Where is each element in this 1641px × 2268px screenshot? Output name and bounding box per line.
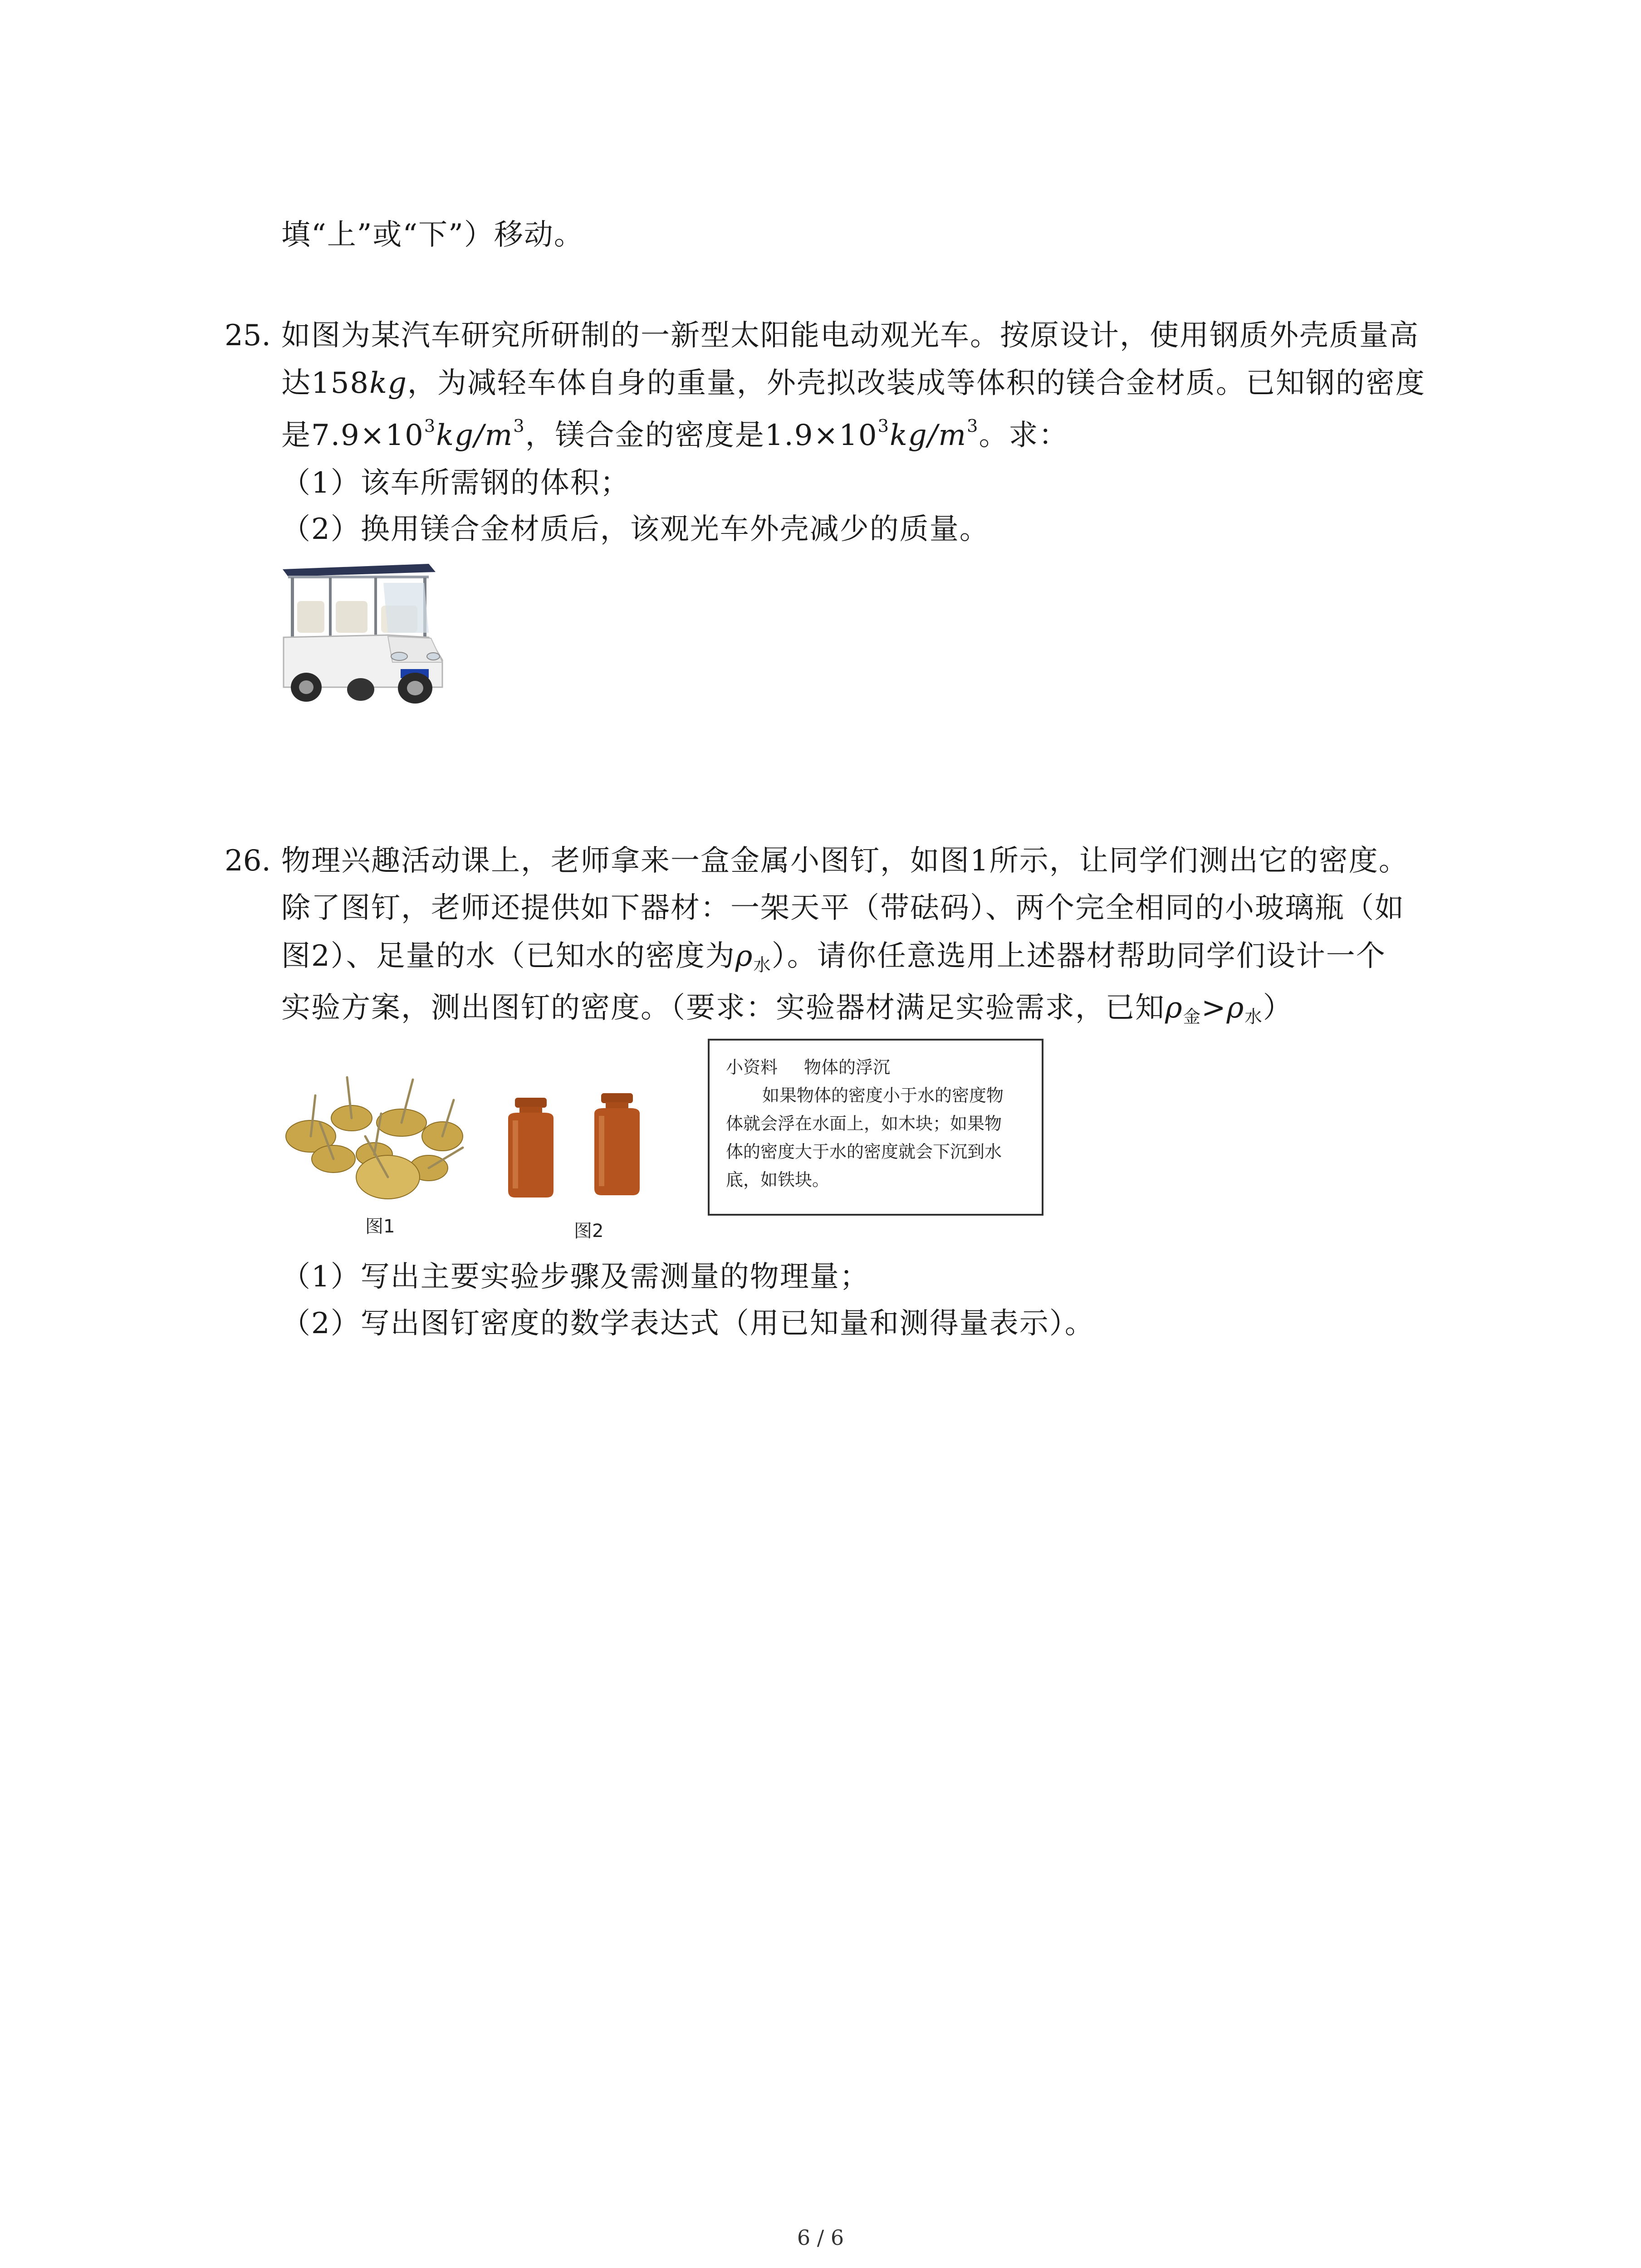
q25-line-3: 是$7.9\times 10^3kg/m^3$，镁合金的密度是$1.9\times 10^3kg/m^3$。求： <box>281 416 1069 452</box>
question-26-number: 26. <box>225 844 271 878</box>
figure-1-caption: 图1 <box>365 1216 395 1237</box>
q26-line-3: 图2）、足量的水（已知水的密度为$\rho_水$）。请你任意选用上述器材帮助同学们设计一个 <box>281 939 1386 976</box>
info-box-line-4: 底，如铁块。 <box>726 1170 830 1190</box>
info-box-floating-and-sinking <box>708 1039 1043 1216</box>
q25-subquestion-2: （2）换用镁合金材质后，该观光车外壳减少的质量。 <box>281 513 989 546</box>
question-25-number: 25. <box>225 319 271 352</box>
q26-subquestion-2: （2）写出图钉密度的数学表达式（用已知量和测得量表示）。 <box>281 1307 1095 1340</box>
thumbtacks-image <box>284 1068 467 1204</box>
info-box-line-2: 体就会浮在水面上，如木块；如果物 <box>726 1114 1002 1134</box>
info-box-title: 小资料 <box>726 1057 778 1077</box>
q25-line-1: 如图为某汽车研究所研制的一新型太阳能电动观光车。按原设计，使用钢质外壳质量高 <box>281 319 1419 352</box>
info-box-line-1: 如果物体的密度小于水的密度物 <box>762 1085 1004 1105</box>
q26-line-4: 实验方案，测出图钉的密度。（要求：实验器材满足实验需求，已知$\rho_金>\rho_水$） <box>281 991 1293 1027</box>
previous-question-tail: 填“上”或“下”）移动。 <box>281 218 584 252</box>
q25-subquestion-1: （1）该车所需钢的体积； <box>281 466 630 500</box>
q26-line-1: 物理兴趣活动课上，老师拿来一盒金属小图钉，如图1所示，让同学们测出它的密度。 <box>281 844 1409 878</box>
figure-2-caption: 图2 <box>574 1221 604 1242</box>
page-number: 6 / 6 <box>797 2225 844 2250</box>
q26-subquestion-1: （1）写出主要实验步骤及需测量的物理量； <box>281 1260 870 1294</box>
glass-bottles-image <box>499 1091 667 1204</box>
info-box-subtitle: 物体的浮沉 <box>804 1057 891 1077</box>
info-box-line-3: 体的密度大于水的密度就会下沉到水 <box>726 1142 1002 1162</box>
q25-line-2: 达158kg，为减轻车体自身的重量，外壳拟改装成等体积的镁合金材质。已知钢的密度 <box>281 367 1425 400</box>
solar-cart-image <box>279 556 451 705</box>
q26-line-2: 除了图钉，老师还提供如下器材：一架天平（带砝码）、两个完全相同的小玻璃瓶（如 <box>281 891 1405 925</box>
